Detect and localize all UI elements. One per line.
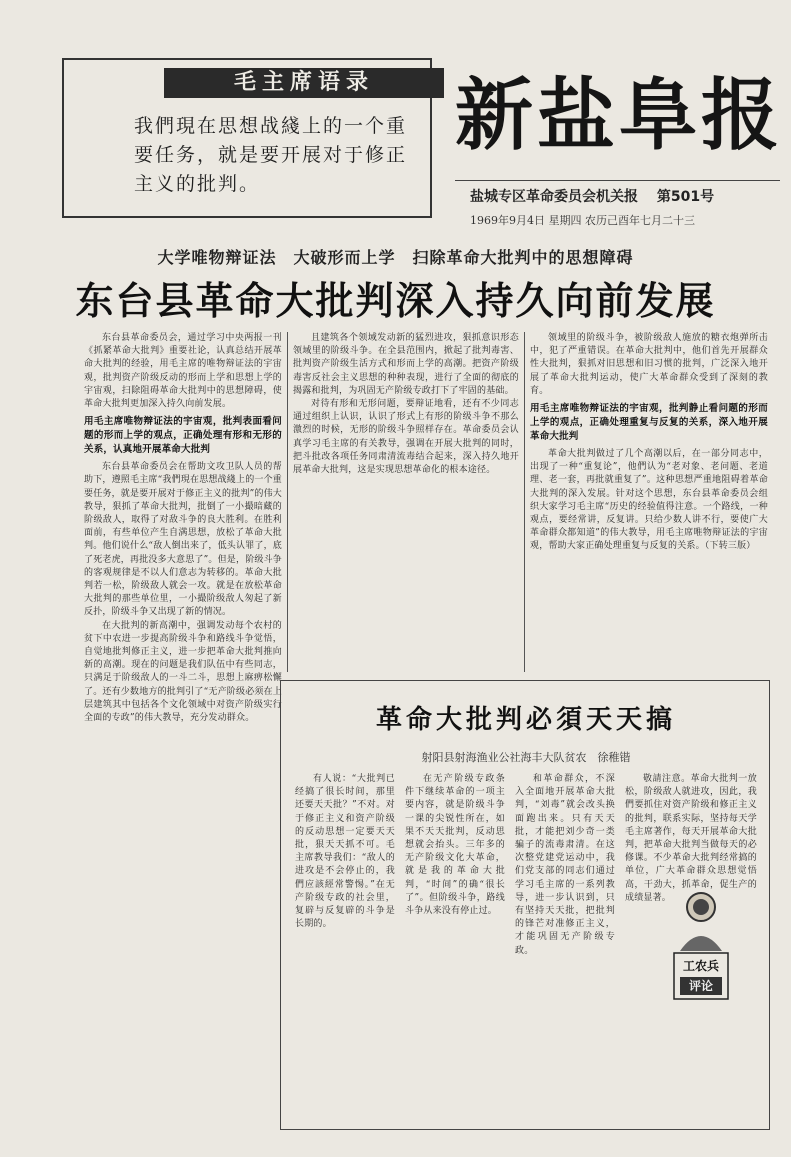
commentary-badge [666,881,736,1001]
commentary-byline: 射阳县射海渔业公社海丰大队贫农 徐稚锴 [421,751,631,764]
commentary-column-1 [295,773,395,1118]
article-column-2 [293,332,519,672]
commentary-text-2: 在无产阶级专政条件下继续革命的一项主要内容，就是阶级斗争一课的尖锐性所在，如果不天天批判，反动思想就会抬头。三年多的无产阶级文化大革命，就是我的革命大批判，“时间”的确“很长了”。但阶级斗争，路线斗争从来没有停止过。 [405,774,505,917]
commentary-box [280,680,770,1130]
commentary-text-4: 敬請注意。革命大批判一放松，阶级敌人就进攻，因此，我們要抓住对资产阶级和修正主义的批判，联系实际，坚持每天学毛主席著作，每天开展革命大批判，把革命大批判当做每天的必修课。不少革命大批判经常搞的单位，广大革命群众思想觉悟高，干劲大，抓革命，促生产的成绩显著。 [625,774,757,903]
column-divider [524,332,525,672]
mao-quote-box [62,58,432,218]
dateline: 1969年9月4日 星期四 农历己酉年七月二十三 [470,214,695,227]
commentary-text-1: 有人说：“大批判已经搞了很长时间，那里还要天天批？”不对。对于修正主义和资产阶级的反动思想一定要天天批，狠天天抓不可。毛主席教导我们：“敌人的进攻是不会停止的，我們应該經常警惕。”在无产阶级专政的社会里，复辟与反复辟的斗争是长期的。 [295,774,395,930]
badge-label-1: 工农兵 [682,959,719,973]
column-divider [287,332,288,672]
badge-label-2: 评论 [680,977,722,995]
issue-number: 第501号 [656,189,715,205]
quote-text: 我們現在思想战綫上的一个重要任务，就是要开展对于修正主义的批判。 [134,115,408,195]
article-body-2: 在大批判的新高潮中，强调发动每个农村的贫下中农进一步提高阶级斗争和路线斗争觉悟，自觉地批判修正主义，进一步把革命大批判推向新的高潮。现在的问题是我们队伍中有些同志，只满足于阶级敌人的一斗二斗，思想上麻痹松懈了。还有少数地方的批判引了“无产阶级必须在上层建筑其中包括各个文化领域中对资产阶级实行全面的专政”的伟大教导，充分发动群众。 [84,620,282,724]
article-body-5: 领域里的阶级斗争，被阶级敌人施放的糖衣炮弹所击中，犯了严重错误。在革命大批判中，他们首先开展群众性大批判，狠抓对旧思想和旧习惯的批判，广泛深入地开展了革命大批判运动，使广大革命群众受到了深刻的教育。 [530,333,768,396]
article-subheading-2: 用毛主席唯物辩证法的宇宙观，批判静止看问题的形而上学的观点，正确处理重复与反复的关系，深入地开展革命大批判 [530,403,768,443]
commentary-title: 革命大批判必須天天搞 [375,705,676,735]
article-intro: 东台县革命委员会，通过学习中央两报一刊《抓紧革命大批判》重要社论，认真总结开展革命大批判的经验，用毛主席的唯物辩证法的宇宙观，批判资产阶级反动的形而上学和思想上学的宇宙观，扫除阻碍革命大批判中的思想障碍，使革命大批判更加深入持久向前发展。 [84,333,282,410]
quote-box-title: 毛主席语录 [164,68,444,98]
newspaper-masthead: 新盐阜报 [455,71,784,161]
article-column-1 [84,332,282,1128]
masthead-rule [455,180,780,181]
publisher-line [470,186,780,206]
article-body-6: 革命大批判做过了几个高潮以后，在一部分同志中，出现了一种“重复论”，他們认为“老对象、老问题、老道理、老一套，再批就重复了”。这种思想严重地阻碍着革命大批判的深入发展。针对这个思想，东台县革命委员会组织大家学习毛主席“历史的经验值得注意。一个路线，一种观点，要经常讲，反复讲。只给少数人讲不行，要使广大革命群众都知道”的伟大教导，用毛主席唯物辩证法的宇宙观，帮助大家正确处理重复与反复的关系。（下转三版） [530,449,768,552]
article-body-1: 东台县革命委员会在帮助文攻卫队人员的帮助下，遵照毛主席“我們現在思想战綫上的一个重要任务，就是要开展对于修正主义的批判”的伟大教导，狠抓了革命大批判，批倒了一小撮暗藏的阶级敌人，取得了对敌斗争的良大胜利。在胜利面前，有些单位产生自满思想，放松了革命大批判。他们说什么“敌人倒出来了，低头认罪了，底了死老虎，再批没多大意思了”。但是，阶级斗争的客观规律是不以人们意志为转移的。革命大批判若一松，阶级敌人就会一攻。就是在放松革命大批判的那些单位里，一小撮阶级敌人匆起了新反扑，阶级斗争又出现了新的情况。 [84,462,282,618]
article-column-3 [530,332,768,672]
commentary-text-3: 和革命群众，不深入全面地开展革命大批判，“刘毒”就会改头换面跑出来。只有天天批，才能把刘少奇一类骗子的流毒肃清。在这次整党建党运动中，我们党支部的同志们通过学习毛主席的一系列教导，进一步认识到，只有坚持天天批，把批判的锋芒对准修正主义，才能巩固无产阶级专政。 [515,774,615,956]
main-headline: 东台县革命大批判深入持久向前发展 [75,279,716,323]
article-subheading-1: 用毛主席唯物辩证法的宇宙观，批判表面看问题的形而上学的观点，正确处理有形和无形的关系，认真地开展革命大批判 [84,416,282,456]
article-body-3: 且建筑各个领域发动新的猛烈进攻，狠抓意识形态领域里的阶级斗争。在全县范围内，掀起了批判毒害、批判资产阶级生活方式和形而上学的高潮。把资产阶级毒害反社会主义思想的种种表现，进行了全面的彻底的揭露和批判，为巩固无产阶级专政打下了牢固的基础。 [293,333,519,396]
publisher-name: 盐城专区革命委员会机关报 [470,189,638,205]
commentary-column-2 [405,773,505,1118]
commentary-column-3 [515,773,615,1118]
subheadline: 大学唯物辩证法 大破形而上学 扫除革命大批判中的思想障碍 [157,248,634,267]
article-body-4: 对待有形和无形问题，要辩证地看，还有不少同志通过组织上认识，认识了形式上有形的阶级斗争不那么激烈的时候，无形的阶级斗争照样存在。革命委员会认真学习毛主席的有关教导，强调在开展大批判的同时，把斗批改各项任务同肃清流毒结合起来，深入持久地开展革命大批判，这是实现思想革命化的根本途径。 [293,399,519,476]
